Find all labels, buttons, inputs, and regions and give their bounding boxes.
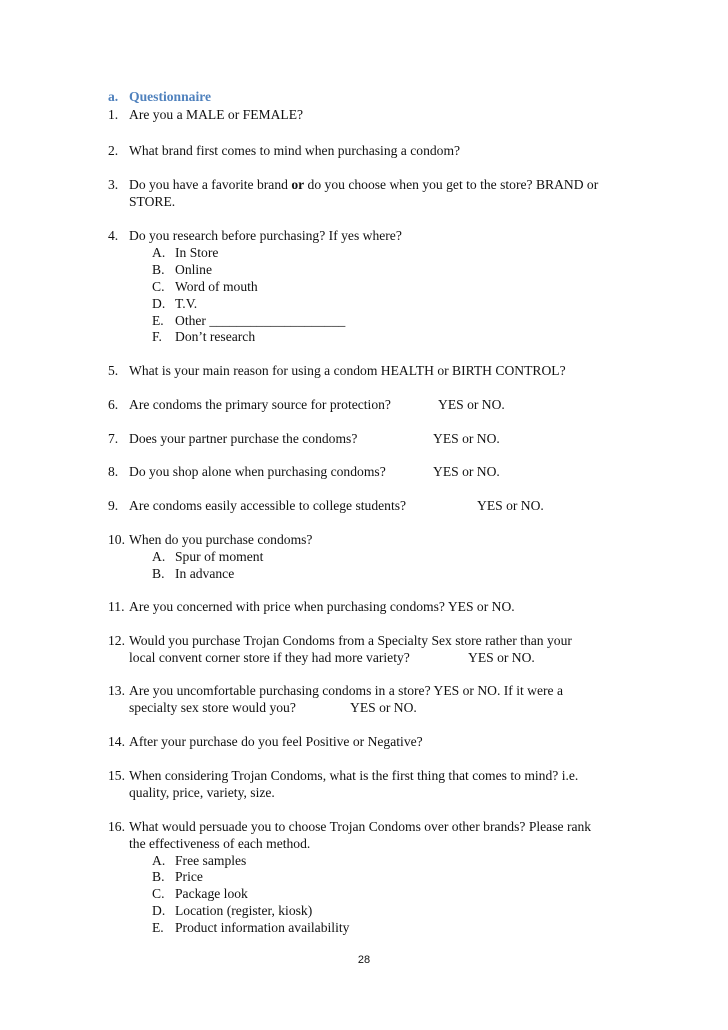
option-text: T.V.: [175, 296, 198, 311]
question-text: Are condoms the primary source for protection?: [129, 397, 391, 412]
question-text-bold: or: [291, 177, 305, 192]
option-text: In Store: [175, 245, 219, 260]
option-text: Online: [175, 262, 212, 277]
answer-choice: YES or NO.: [468, 650, 535, 665]
question-number: 16.: [108, 819, 125, 834]
option-text: In advance: [175, 566, 235, 581]
question-text: local convent corner store if they had more variety?: [129, 650, 410, 665]
question-number: 4.: [108, 228, 119, 243]
question-text: When do you purchase condoms?: [129, 532, 313, 547]
question-number: 15.: [108, 768, 125, 783]
question-number: 7.: [108, 431, 119, 446]
question-number: 13.: [108, 683, 125, 698]
question-number: 5.: [108, 363, 119, 378]
question-number: 1.: [108, 107, 119, 122]
option-text: Free samples: [175, 853, 247, 868]
question-number: 10.: [108, 532, 125, 547]
question-number: 2.: [108, 143, 119, 158]
answer-choice: YES or NO.: [350, 700, 417, 715]
question-text: specialty sex store would you?: [129, 700, 296, 715]
option-letter: B.: [152, 869, 165, 884]
option-letter: A.: [152, 853, 166, 868]
option-text: Don’t research: [175, 329, 256, 344]
question-text: Are you concerned with price when purchasing condoms? YES or NO.: [129, 599, 515, 614]
question-number: 9.: [108, 498, 119, 513]
answer-choice: YES or NO.: [477, 498, 544, 513]
option-text: Product information availability: [175, 920, 350, 935]
question-text: Would you purchase Trojan Condoms from a Specialty Sex store rather than your: [129, 633, 572, 648]
answer-choice: YES or NO.: [433, 431, 500, 446]
question-number: 3.: [108, 177, 119, 192]
heading-marker: a.: [108, 89, 119, 104]
option-text: Other ____________________: [175, 313, 346, 328]
question-text: Do you research before purchasing? If yes where?: [129, 228, 402, 243]
question-text: Are condoms easily accessible to college students?: [129, 498, 407, 513]
question-number: 14.: [108, 734, 125, 749]
option-letter: B.: [152, 262, 165, 277]
answer-choice: YES or NO.: [438, 397, 505, 412]
question-text: What is your main reason for using a condom HEALTH or BIRTH CONTROL?: [129, 363, 566, 378]
heading-label: Questionnaire: [129, 89, 212, 104]
option-text: Word of mouth: [175, 279, 258, 294]
question-number: 6.: [108, 397, 119, 412]
question-text: quality, price, variety, size.: [129, 785, 275, 800]
option-text: Location (register, kiosk): [175, 903, 313, 918]
option-letter: E.: [152, 920, 164, 935]
option-letter: A.: [152, 549, 166, 564]
answer-choice: YES or NO.: [433, 464, 500, 479]
option-letter: C.: [152, 279, 165, 294]
option-text: Spur of moment: [175, 549, 264, 564]
option-letter: B.: [152, 566, 165, 581]
question-text: When considering Trojan Condoms, what is the first thing that comes to mind? i.e.: [129, 768, 579, 783]
option-letter: E.: [152, 313, 164, 328]
question-text: Are you a MALE or FEMALE?: [129, 107, 304, 122]
question-text: the effectiveness of each method.: [129, 836, 311, 851]
question-text: Do you shop alone when purchasing condoms?: [129, 464, 386, 479]
question-text: What brand first comes to mind when purchasing a condom?: [129, 143, 461, 158]
option-letter: A.: [152, 245, 166, 260]
option-letter: C.: [152, 886, 165, 901]
question-number: 12.: [108, 633, 125, 648]
question-text: Are you uncomfortable purchasing condoms in a store? YES or NO. If it were a: [129, 683, 563, 698]
question-text: What would persuade you to choose Trojan Condoms over other brands? Please rank: [129, 819, 592, 834]
question-number: 8.: [108, 464, 119, 479]
option-text: Package look: [175, 886, 248, 901]
option-letter: F.: [152, 329, 162, 344]
question-text: After your purchase do you feel Positive or Negative?: [129, 734, 423, 749]
option-text: Price: [175, 869, 203, 884]
question-text: [129, 176, 598, 193]
question-text-part: Do you have a favorite brand: [129, 177, 292, 192]
question-text-part: do you choose when you get to the store? BRAND or: [304, 177, 599, 192]
option-letter: D.: [152, 296, 166, 311]
question-text: STORE.: [129, 194, 176, 209]
question-number: 11.: [108, 599, 125, 614]
page-number: 28: [357, 954, 371, 966]
option-letter: D.: [152, 903, 166, 918]
question-text: Does your partner purchase the condoms?: [129, 431, 358, 446]
